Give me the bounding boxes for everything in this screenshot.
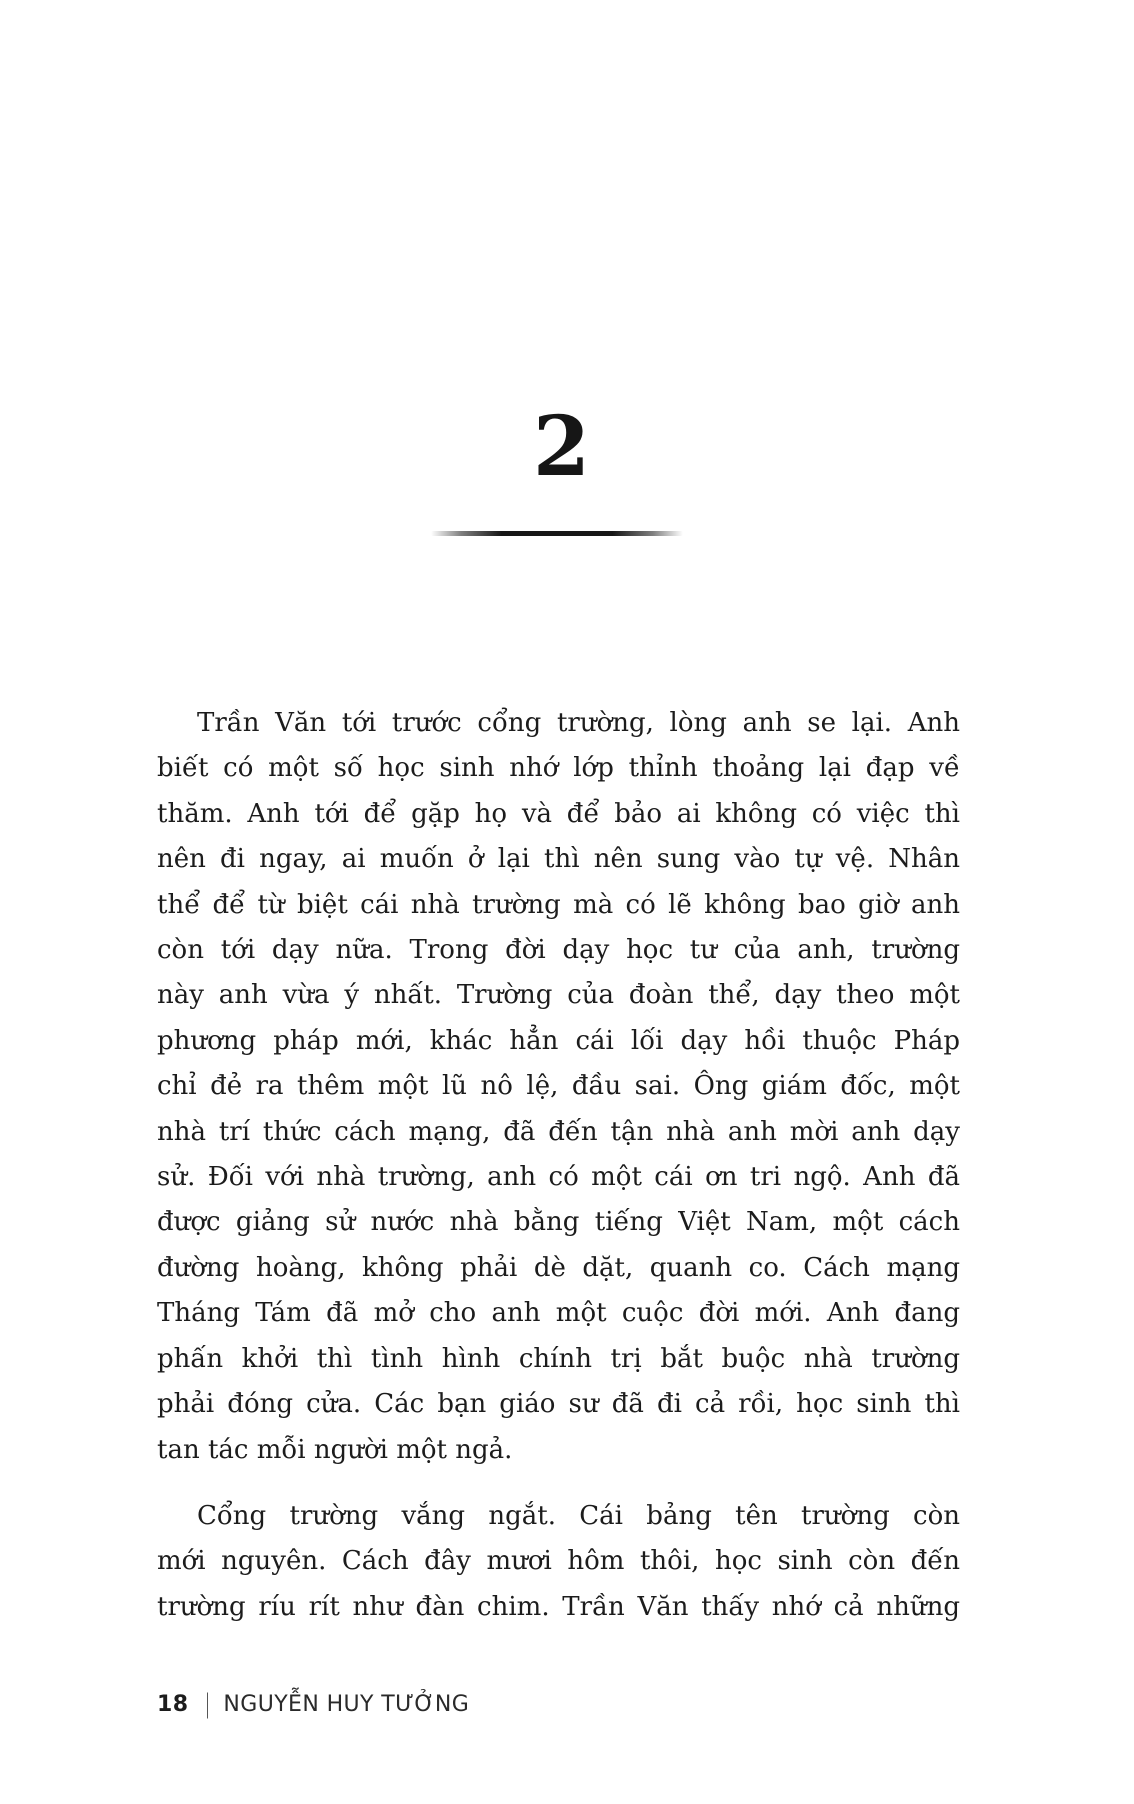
page-number: 18 xyxy=(157,1691,189,1717)
text-line: nên đi ngay, ai muốn ở lại thì nên sung vào tự vệ. Nhân xyxy=(157,844,960,875)
text-line: phương pháp mới, khác hẳn cái lối dạy hồi thuộc Pháp xyxy=(157,1025,960,1056)
text-line: tan tác mỗi người một ngả. xyxy=(157,1434,513,1465)
text-line: này anh vừa ý nhất. Trường của đoàn thể, dạy theo một xyxy=(157,980,960,1011)
text-line: thể để từ biệt cái nhà trường mà có lẽ không bao giờ anh xyxy=(157,889,960,920)
text-line: chỉ đẻ ra thêm một lũ nô lệ, đầu sai. Ông giám đốc, một xyxy=(157,1071,960,1102)
chapter-divider xyxy=(431,531,683,536)
text-line: nhà trí thức cách mạng, đã đến tận nhà anh mời anh dạy xyxy=(157,1116,960,1147)
text-line: thăm. Anh tới để gặp họ và để bảo ai không có việc thì xyxy=(157,798,960,829)
text-line: được giảng sử nước nhà bằng tiếng Việt Nam, một cách xyxy=(157,1207,960,1238)
paragraph xyxy=(157,701,960,1473)
footer-separator: | xyxy=(203,1689,211,1719)
text-line: trường ríu rít như đàn chim. Trần Văn thấy nhớ cả những xyxy=(157,1591,960,1622)
text-line: Cổng trường vắng ngắt. Cái bảng tên trường còn xyxy=(197,1500,960,1531)
page-footer xyxy=(157,1689,469,1719)
text-line: Trần Văn tới trước cổng trường, lòng anh se lại. Anh xyxy=(197,708,960,738)
text-line: còn tới dạy nữa. Trong đời dạy học tư của anh, trường xyxy=(157,935,960,966)
body-text xyxy=(157,701,960,1630)
text-line: phải đóng cửa. Các bạn giáo sư đã đi cả rồi, học sinh thì xyxy=(157,1389,960,1420)
author-name: NGUYỄN HUY TƯỞNG xyxy=(223,1691,470,1717)
paragraph xyxy=(157,1494,960,1630)
chapter-number: 2 xyxy=(532,399,591,495)
text-line: mới nguyên. Cách đây mươi hôm thôi, học sinh còn đến xyxy=(157,1546,960,1577)
text-line: biết có một số học sinh nhớ lớp thỉnh thoảng lại đạp về xyxy=(157,753,960,784)
text-line: sử. Đối với nhà trường, anh có một cái ơn tri ngộ. Anh đã xyxy=(157,1162,960,1193)
text-line: Tháng Tám đã mở cho anh một cuộc đời mới. Anh đang xyxy=(157,1298,960,1329)
text-line: phấn khởi thì tình hình chính trị bắt buộc nhà trường xyxy=(157,1343,960,1374)
text-line: đường hoàng, không phải dè dặt, quanh co. Cách mạng xyxy=(157,1252,960,1283)
